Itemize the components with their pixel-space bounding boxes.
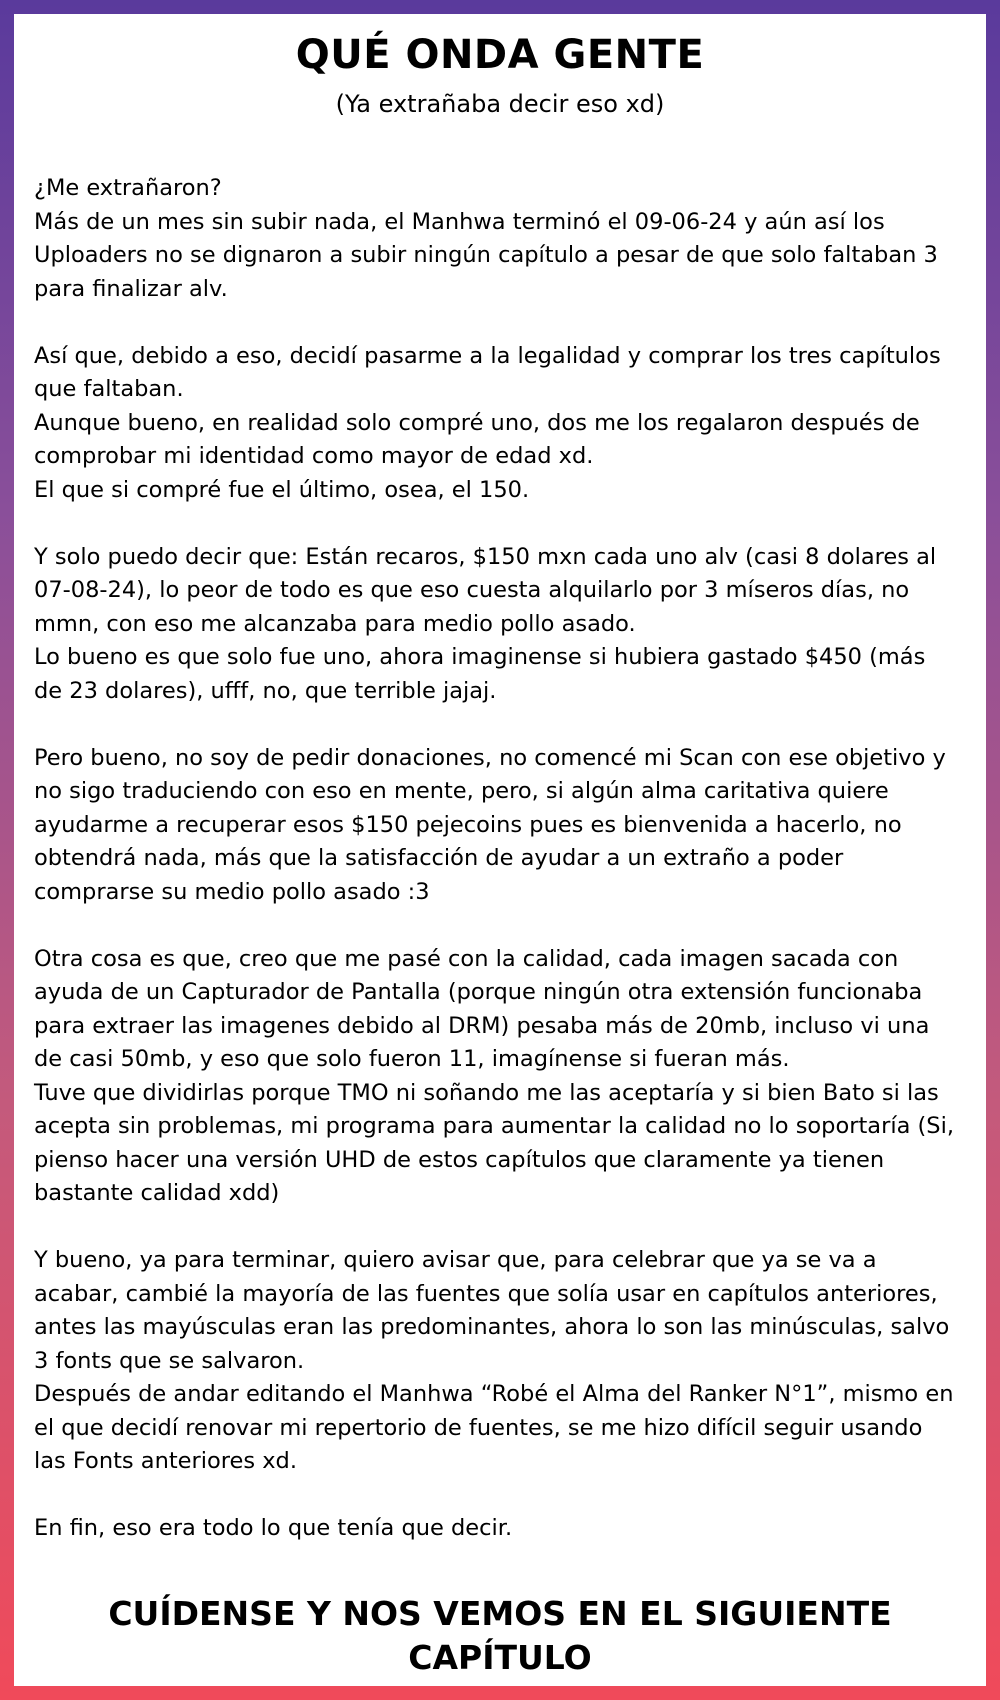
paragraph-purchase xyxy=(34,340,984,508)
text-line: de casi 50mb, y eso que solo fueron 11, imagínense si fueran más. xyxy=(34,1046,790,1072)
text-line: El que si compré fue el último, osea, el 150. xyxy=(34,476,530,503)
text-line: pienso hacer una versión UHD de estos capítulos que claramente ya tienen xyxy=(34,1146,885,1173)
paragraph-greeting xyxy=(34,172,984,306)
text-line: comprarse su medio pollo asado :3 xyxy=(34,878,430,905)
text-line: Otra cosa es que, creo que me pasé con la calidad, cada imagen sacada con xyxy=(34,945,899,972)
paragraph-price xyxy=(34,541,984,709)
text-line: antes las mayúsculas eran las predominantes, ahora lo son las minúsculas, salvo xyxy=(34,1314,950,1340)
text-line: obtendrá nada, más que la satisfacción de ayudar a un extraño a poder xyxy=(34,845,844,871)
text-line: Lo bueno es que solo fue uno, ahora imaginense si hubiera gastado $450 (más xyxy=(34,644,926,670)
paragraph-end xyxy=(34,1512,984,1546)
text-line: Pero bueno, no soy de pedir donaciones, no comencé mi Scan con ese objetivo y xyxy=(34,744,946,771)
text-line: acepta sin problemas, mi programa para aumentar la calidad no lo soportaría (Si, xyxy=(34,1113,954,1139)
text-line: En fin, eso era todo lo que tenía que decir. xyxy=(34,1515,513,1541)
text-line: mmn, con eso me alcanzaba para medio pollo asado. xyxy=(34,610,636,637)
text-line: las Fonts anteriores xd. xyxy=(34,1448,297,1474)
text-line: 07-08-24), lo peor de todo es que eso cuesta alquilarlo por 3 míseros días, no xyxy=(34,577,910,603)
paragraph-quality xyxy=(34,943,984,1211)
message-body xyxy=(34,172,984,1579)
text-line: ¿Me extrañaron? xyxy=(34,175,222,201)
text-line: no sigo traduciendo con eso en mente, pero, si algún alma caritativa quiere xyxy=(34,778,889,804)
text-line: ayuda de un Capturador de Pantalla (porque ningún otra extensión funcionaba xyxy=(34,979,923,1005)
closing-line: CUÍDENSE Y NOS VEMOS EN EL SIGUIENTE xyxy=(108,1594,892,1633)
paragraph-fonts xyxy=(34,1244,984,1479)
text-line: Y solo puedo decir que: Están recaros, $150 mxn cada uno alv (casi 8 dolares al xyxy=(34,543,937,570)
closing-line: CAPÍTULO xyxy=(408,1638,592,1677)
text-line: para extraer las imagenes debido al DRM) pesaba más de 20mb, incluso vi una xyxy=(34,1012,930,1039)
text-line: Así que, debido a eso, decidí pasarme a la legalidad y comprar los tres capítulos xyxy=(34,342,941,369)
page-title: QUÉ ONDA GENTE xyxy=(295,32,705,78)
text-line: bastante calidad xdd) xyxy=(34,1180,280,1206)
text-line: acabar, cambié la mayoría de las fuentes que solía usar en capítulos anteriores, xyxy=(34,1280,938,1307)
text-line: comprobar mi identidad como mayor de edad xd. xyxy=(34,443,594,469)
text-line: Más de un mes sin subir nada, el Manhwa terminó el 09-06-24 y aún así los xyxy=(34,208,885,235)
page-subtitle: (Ya extrañaba decir eso xd) xyxy=(335,90,665,118)
paragraph-donations xyxy=(34,742,984,910)
text-line: el que decidí renovar mi repertorio de fuentes, se me hizo difícil seguir usando xyxy=(34,1414,923,1441)
text-line: ayudarme a recuperar esos $150 pejecoins pues es bienvenida a hacerlo, no xyxy=(34,811,902,838)
text-line: de 23 dolares), ufff, no, que terrible jajaj. xyxy=(34,677,497,704)
text-line: Tuve que dividirlas porque TMO ni soñando me las aceptaría y si bien Bato si las xyxy=(34,1079,939,1106)
closing-message xyxy=(14,1592,986,1680)
note-panel xyxy=(14,14,986,1686)
text-line: para finalizar alv. xyxy=(34,275,228,302)
text-line: 3 fonts que se salvaron. xyxy=(34,1347,305,1374)
text-line: Y bueno, ya para terminar, quiero avisar que, para celebrar que ya se va a xyxy=(34,1247,877,1273)
text-line: Uploaders no se dignaron a subir ningún capítulo a pesar de que solo faltaban 3 xyxy=(34,242,938,268)
text-line: Aunque bueno, en realidad solo compré uno, dos me los regalaron después de xyxy=(34,409,920,436)
text-line: Después de andar editando el Manhwa “Robé el Alma del Ranker N°1”, mismo en xyxy=(34,1381,954,1407)
text-line: que faltaban. xyxy=(34,376,184,402)
